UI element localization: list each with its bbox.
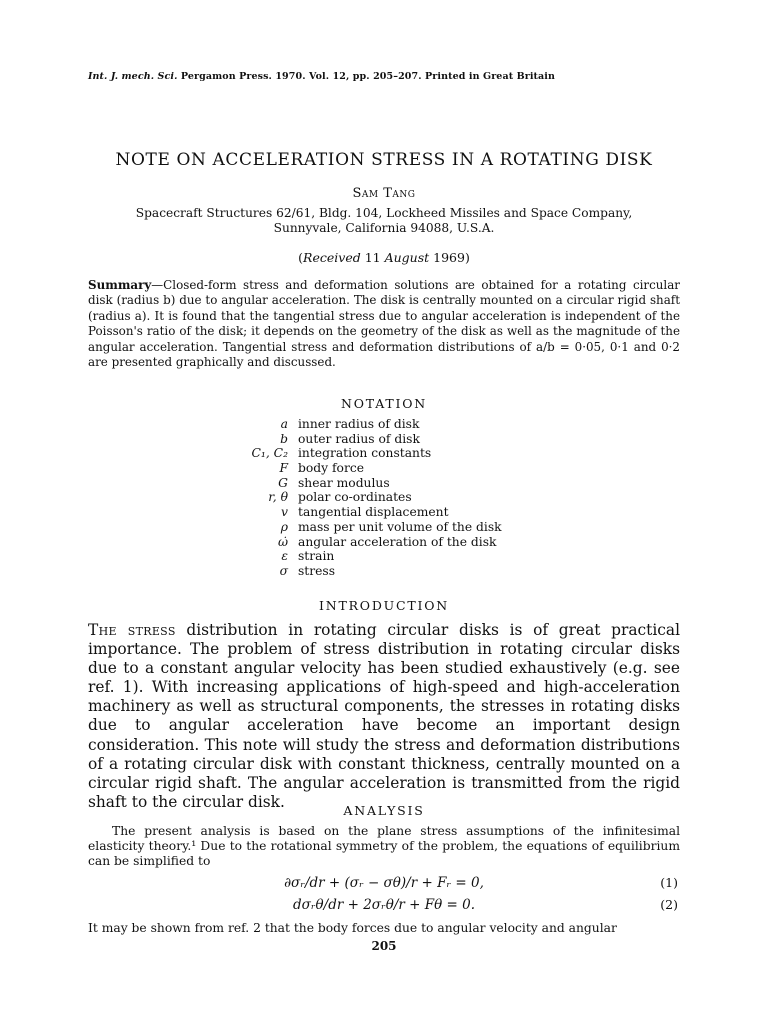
notation-row (200, 417, 600, 432)
notation-row (200, 564, 600, 579)
notation-symbol: a (280, 417, 288, 431)
notation-symbol: ρ (280, 519, 288, 534)
journal-abbreviation: Int. J. mech. Sci. (88, 71, 178, 82)
summary-heading: Summary (88, 278, 152, 292)
notation-row (200, 446, 600, 461)
notation-description: outer radius of disk (298, 431, 420, 446)
notation-row (200, 490, 600, 505)
notation-symbol: σ (279, 563, 288, 578)
notation-row (200, 461, 600, 476)
notation-description: integration constants (298, 446, 432, 461)
page-number: 205 (371, 939, 397, 953)
notation-description: strain (298, 549, 335, 564)
notation-row (200, 535, 600, 550)
analysis-paragraph: The present analysis is based on the plane stress assumptions of the infinitesimal elasticity theory.¹ Due to the rotational symmetry of the problem, the equations of equilibrium can be simplified to (88, 824, 680, 868)
notation-symbol: b (280, 431, 288, 446)
notation-row (200, 432, 600, 447)
author-affiliation (90, 206, 678, 236)
notation-description: tangential displacement (298, 505, 449, 520)
notation-symbol: r, θ (268, 490, 288, 505)
summary-abstract (88, 278, 680, 370)
notation-description: body force (298, 461, 364, 476)
notation-description: inner radius of disk (298, 417, 420, 431)
affiliation-line-2: Sunnyvale, California 94088, U.S.A. (273, 221, 495, 235)
analysis-continuation: It may be shown from ref. 2 that the body forces due to angular velocity and angular (88, 921, 617, 935)
analysis-heading: ANALYSIS (343, 803, 425, 818)
notation-symbol: F (279, 461, 288, 476)
introduction-heading: INTRODUCTION (318, 598, 450, 613)
journal-citation (88, 71, 555, 82)
notation-description: mass per unit volume of the disk (298, 519, 502, 534)
equation-2-number: (2) (660, 897, 678, 912)
received-day: 11 (360, 250, 385, 265)
introduction-paragraph (88, 621, 680, 812)
equation-1-body: ∂σᵣ/dr + (σᵣ − σθ)/r + Fᵣ = 0, (284, 875, 484, 891)
author-name: Sam Tang (352, 186, 416, 201)
notation-description: stress (298, 563, 336, 578)
notation-description: shear modulus (298, 475, 390, 490)
notation-row (200, 476, 600, 491)
journal-details: Pergamon Press. 1970. Vol. 12, pp. 205–207. Printed in Great Britain (177, 71, 556, 82)
notation-row (200, 549, 600, 564)
notation-symbol: G (278, 475, 288, 490)
introduction-lead: The stress (88, 621, 176, 639)
introduction-text: distribution in rotating circular disks is of great practical importance. The problem of stress distribution in rotating circular disks due to a constant angular velocity has been studied exhaustively (e.g. see ref. 1). With increasing applications of high-speed and high-acceleration machinery as well as structural components, the stresses in rotating disks due to angular acceleration have become an important design consideration. This note will study the stress and deformation distributions of a rotating circular disk with constant thickness, centrally mounted on a circular rigid shaft. The angular acceleration is transmitted from the rigid shaft to the circular disk. (88, 621, 681, 811)
equation-1-number: (1) (660, 875, 678, 890)
notation-symbol: ε (281, 549, 288, 564)
notation-description: angular acceleration of the disk (298, 534, 497, 549)
affiliation-line-1: Spacecraft Structures 62/61, Bldg. 104, Lockheed Missiles and Space Company, (135, 206, 633, 220)
received-year: 1969) (429, 250, 470, 265)
notation-row (200, 505, 600, 520)
notation-symbol: ω̇ (277, 534, 288, 549)
notation-description: polar co-ordinates (298, 490, 412, 505)
notation-symbol: C₁, C₂ (251, 446, 288, 461)
notation-heading: NOTATION (340, 396, 428, 411)
notation-row (200, 520, 600, 535)
received-label: Received (303, 250, 361, 265)
equation-2-body: dσᵣθ/dr + 2σᵣθ/r + Fθ = 0. (293, 897, 475, 913)
received-month: August (384, 250, 430, 265)
received-date (0, 250, 768, 265)
notation-symbol: v (281, 505, 288, 520)
notation-list (200, 417, 600, 579)
received-open: ( (298, 250, 304, 265)
summary-text: —Closed-form stress and deformation solutions are obtained for a rotating circular disk (radius b) due to angular acceleration. The disk is centrally mounted on a circular rigid shaft (radius a). It is found that the tangential stress due to angular acceleration is independent of the Poisson's ratio of the disk; it depends on the geometry of the disk as well as the magnitude of the angular acceleration. Tangential stress and deformation distributions of a/b = 0·05, 0·1 and 0·2 are presented graphically and discussed. (88, 278, 680, 370)
paper-title: NOTE ON ACCELERATION STRESS IN A ROTATING DISK (115, 150, 653, 170)
